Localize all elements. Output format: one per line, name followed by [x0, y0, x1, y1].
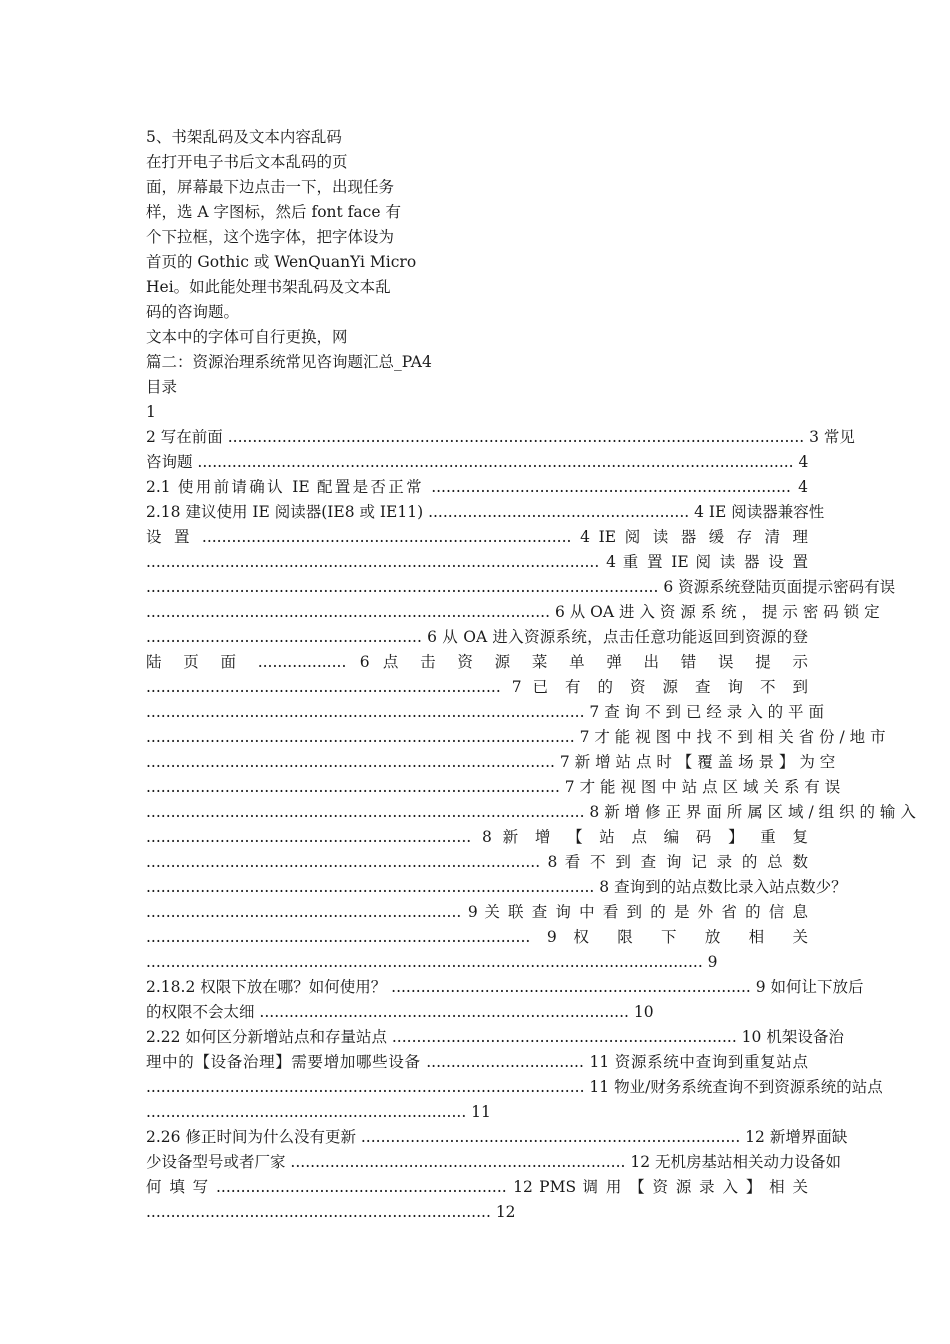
toc-line: 2.1 使用前请确认 IE 配置是否正常 ......................................................................... 4 [146, 478, 808, 496]
toc-line: 少设备型号或者厂家 .................................................................... 12 无机房基站相关动力设备如 [146, 1153, 842, 1171]
intro-line: 文本中的字体可自行更换，网 [146, 328, 348, 346]
toc-number: 1 [146, 403, 156, 421]
toc-line: 2.26 修正时间为什么没有更新 ............................................................................. 12 新增界面缺 [146, 1128, 848, 1146]
toc-line: ................................................................................................................. 9 [146, 953, 718, 971]
toc-line: 何 填 写 ........................................................... 12 PMS 调 用 【 资 源 录 入 】 相 关 [146, 1178, 808, 1196]
section-title: 篇二：资源治理系统常见咨询题汇总_PA4 [146, 353, 432, 371]
toc-line: .................................................................................... 7 才 能 视 图 中 站 点 区 域 关 系 有 误 [146, 778, 841, 796]
toc-heading: 目录 [146, 378, 178, 396]
toc-line: ................................................................................... 7 新 增 站 点 时 【 覆 盖 场 景 】 为 空 [146, 753, 836, 771]
toc-line: ............................................................................................ 4 重 置 IE 阅 读 器 设 置 [146, 553, 808, 571]
toc-line: .............................................................................. 9 权 限 下 放 相 关 [146, 928, 808, 946]
toc-line: ....................................................................................... 7 才 能 视 图 中 找 不 到 相 关 省 份 / 地 市 [146, 728, 886, 746]
toc-line: ........................................................................ 7 已 有 的 资 源 查 询 不 到 [146, 678, 808, 696]
toc-line: ................................................................................ 8 看 不 到 查 询 记 录 的 总 数 [146, 853, 808, 871]
toc-line: ........................................................ 6 从 OA 进入资源系统，点击任意功能返回到资源的登 [146, 628, 808, 646]
toc-line: 咨询题 ......................................................................................................................... 4 [146, 453, 809, 471]
toc-line: ........................................................................................... 8 查询到的站点数比录入站点数少？ [146, 878, 847, 896]
toc-line: ........................................................................................................ 6 资源系统登陆页面提示密码有误 [146, 578, 896, 596]
toc-line: ......................................................................................... 7 查 询 不 到 已 经 录 入 的 平 面 [146, 703, 824, 721]
intro-line: Hei。如此能处理书架乱码及文本乱 [146, 278, 391, 296]
toc-line: ................................................................ 9 关 联 查 询 中 看 到 的 是 外 省 的 信 息 [146, 903, 808, 921]
toc-line: 2.18 建议使用 IE 阅读器(IE8 或 IE11) ..................................................... 4 IE 阅读器兼容性 [146, 503, 825, 521]
toc-line: 2 写在前面 ..................................................................................................................... 3 常见 [146, 428, 855, 446]
toc-line: 的权限不会太细 ........................................................................... 10 [146, 1003, 654, 1021]
toc-line: .................................................................. 8 新 增 【 站 点 编 码 】 重 复 [146, 828, 808, 846]
toc-line: .................................................................................. 6 从 OA 进 入 资 源 系 统 ， 提 示 密 码 锁 定 [146, 603, 880, 621]
toc-line: ......................................................................................... 8 新 增 修 正 界 面 所 属 区 域 / 组 织 的 输 入 [146, 803, 916, 821]
intro-line: 在打开电子书后文本乱码的页 [146, 153, 348, 171]
toc-line: 理中的【设备治理】需要增加哪些设备 ................................ 11 资源系统中查询到重复站点 [146, 1053, 808, 1071]
intro-line: 面，屏幕最下边点击一下，出现任务 [146, 178, 395, 196]
intro-line: 码的咨询题。 [146, 303, 240, 321]
intro-line: 首页的 Gothic 或 WenQuanYi Micro [146, 253, 417, 271]
intro-line: 个下拉框，这个选字体，把字体设为 [146, 228, 395, 246]
toc-line: 设 置 ........................................................................... 4 IE 阅 读 器 缓 存 清 理 [146, 528, 808, 546]
intro-line: 样，选 A 字图标，然后 font face 有 [146, 203, 401, 221]
toc-line: 2.18.2 权限下放在哪？如何使用？ ......................................................................... 9 如何让下放后 [146, 978, 864, 996]
toc-line: ......................................................................................... 11 物业/财务系统查询不到资源系统的站点 [146, 1078, 883, 1096]
toc-line: ................................................................. 11 [146, 1103, 491, 1121]
toc-line: ...................................................................... 12 [146, 1203, 516, 1221]
intro-line: 5、书架乱码及文本内容乱码 [146, 128, 342, 146]
toc-line: 陆 页 面 .................. 6 点 击 资 源 菜 单 弹 出 错 误 提 示 [146, 653, 808, 671]
toc-line: 2.22 如何区分新增站点和存量站点 ...................................................................... 10 机架设备治 [146, 1028, 844, 1046]
